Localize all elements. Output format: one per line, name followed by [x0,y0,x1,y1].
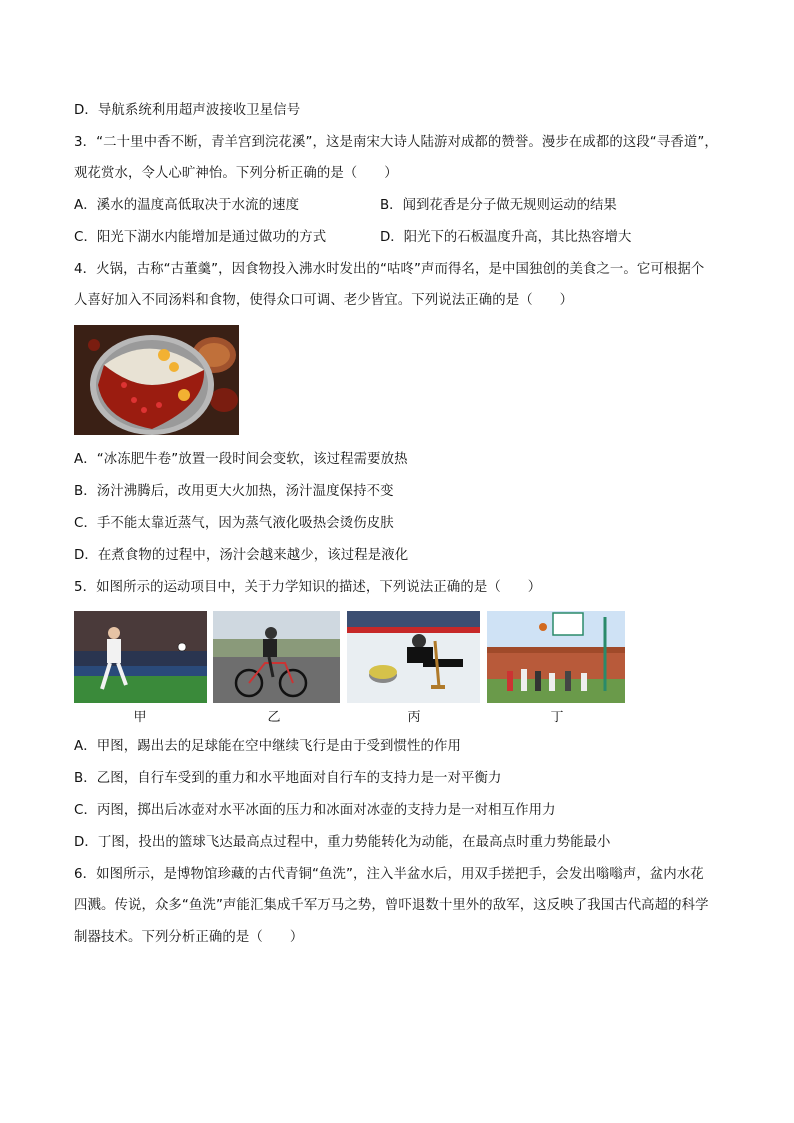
q4-option-a: A．“冰冻肥牛卷”放置一段时间会变软，该过程需要放热 [74,452,408,467]
q5-option-c: C．丙图，掷出后冰壶对水平冰面的压力和冰面对冰壶的支持力是一对相互作用力 [74,803,556,818]
q4-stem-line2: 人喜好加入不同汤料和食物，使得众口可调、老少皆宜。下列说法正确的是（ ） [74,293,574,308]
q5-stem-line1: 5．如图所示的运动项目中，关于力学知识的描述，下列说法正确的是（ ） [74,580,542,595]
q3-stem-line2: 观花赏水，令人心旷神怡。下列分析正确的是（ ） [74,166,398,181]
basketball-illustration [487,611,625,703]
q4-option-b: B．汤汁沸腾后，改用更大火加热，汤汁温度保持不变 [74,484,394,499]
figure-bicycle [213,611,340,703]
q4-option-c: C．手不能太靠近蒸气，因为蒸气液化吸热会烫伤皮肤 [74,516,394,531]
hotpot-illustration [74,325,239,435]
q5-option-a: A．甲图，踢出去的足球能在空中继续飞行是由于受到惯性的作用 [74,739,461,754]
q6-stem-line2: 四溅。传说，众多“鱼洗”声能汇集成千军万马之势，曾吓退数十里外的敌军，这反映了我国古代高超的科学 [74,898,709,913]
figure-label-jia: 甲 [133,710,147,725]
figure-label-bing: 丙 [407,710,421,725]
figure-label-ding: 丁 [550,710,564,725]
q3-option-a: A．溪水的温度高低取决于水流的速度 [74,198,300,213]
q3-option-b: B．闻到花香是分子做无规则运动的结果 [380,198,617,213]
q3-option-d: D．阳光下的石板温度升高，其比热容增大 [380,230,632,245]
curling-illustration [347,611,480,703]
q6-stem-line3: 制器技术。下列分析正确的是（ ） [74,930,304,945]
figure-label-yi: 乙 [267,710,281,725]
hotpot-image [74,325,239,435]
q5-option-b: B．乙图，自行车受到的重力和水平地面对自行车的支持力是一对平衡力 [74,771,502,786]
football-illustration [74,611,207,703]
bicycle-illustration [213,611,340,703]
q3-stem-line1: 3．“二十里中香不断，青羊宫到浣花溪”，这是南宋大诗人陆游对成都的赞誉。漫步在成都的这段“寻香道”， [74,135,718,150]
q5-option-d: D．丁图，投出的篮球飞达最高点过程中，重力势能转化为动能，在最高点时重力势能最小 [74,835,611,850]
figure-curling [347,611,480,703]
figure-basketball [487,611,625,703]
q6-stem-line1: 6．如图所示，是博物馆珍藏的古代青铜“鱼洗”，注入半盆水后，用双手搓把手，会发出嗡嗡声，盆内水花 [74,867,704,882]
q4-stem-line1: 4．火锅，古称“古董羹”，因食物投入沸水时发出的“咕咚”声而得名，是中国独创的美食之一。它可根据个 [74,262,705,277]
q2-option-d: D．导航系统利用超声波接收卫星信号 [74,103,301,118]
figure-football [74,611,207,703]
q3-option-c: C．阳光下湖水内能增加是通过做功的方式 [74,230,327,245]
q4-option-d: D．在煮食物的过程中，汤汁会越来越少，该过程是液化 [74,548,409,563]
